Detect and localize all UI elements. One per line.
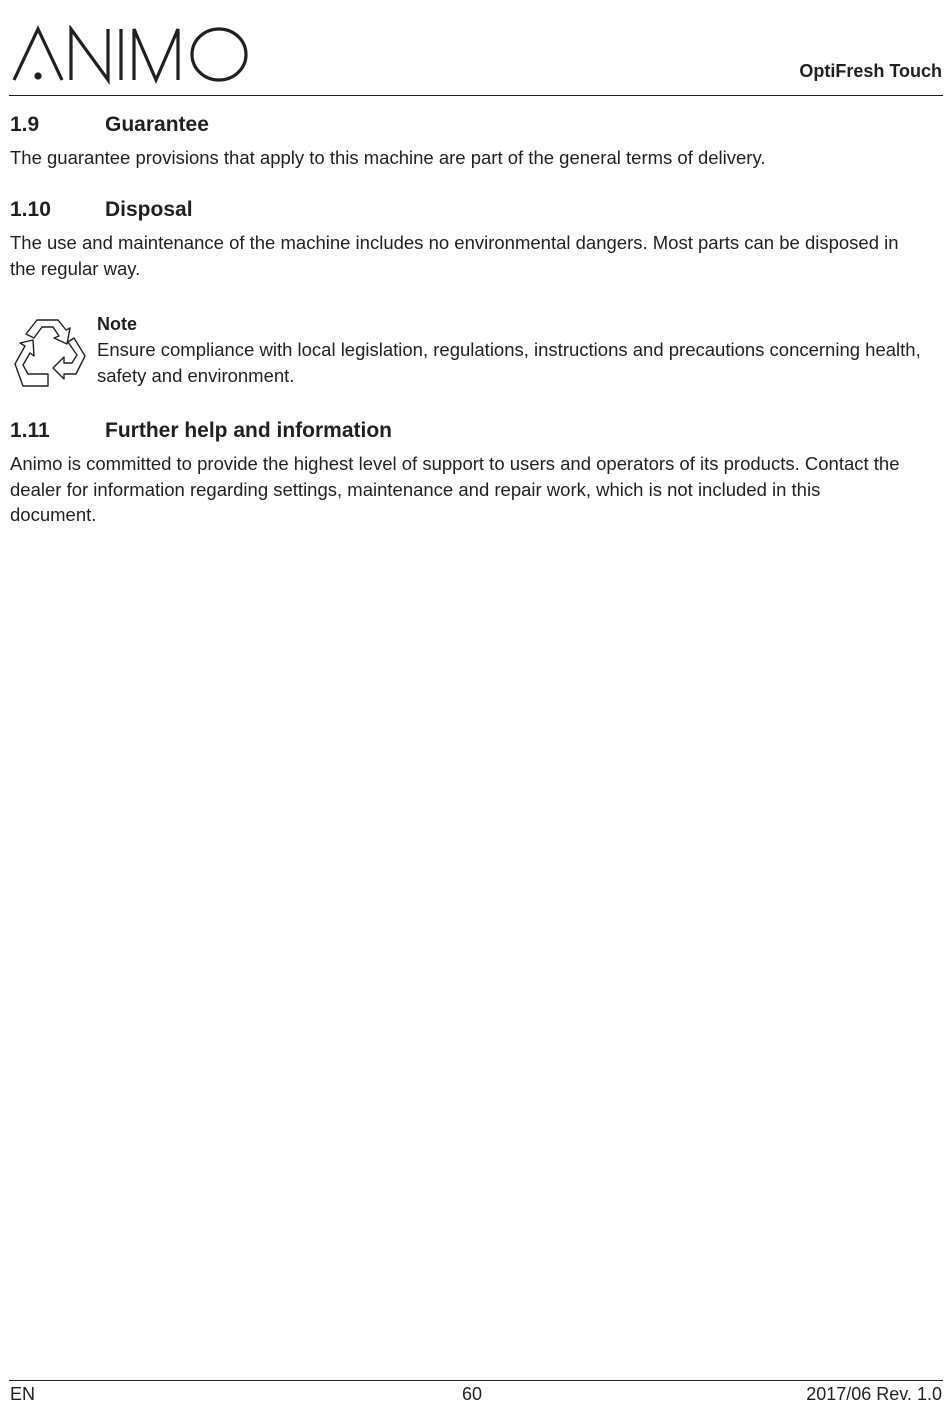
- footer-revision: 2017/06 Rev. 1.0: [806, 1384, 942, 1404]
- section-number: 1.9: [10, 113, 40, 136]
- recycle-icon: [12, 316, 88, 392]
- section-text-help: Animo is committed to provide the highest level of support to users and operators of its products. Contact the dealer for information regarding settings, maintenance and repair work, which is not included in this document.: [10, 453, 900, 525]
- section-number: 1.11: [10, 419, 50, 442]
- section-title: Further help and information: [105, 419, 392, 442]
- note-label: Note: [97, 314, 137, 334]
- section-text-disposal: The use and maintenance of the machine includes no environmental dangers. Most parts can be disposed in the regular way.: [10, 232, 899, 279]
- header-rule: [9, 95, 943, 96]
- section-text-guarantee: The guarantee provisions that apply to this machine are part of the general terms of delivery.: [10, 147, 766, 168]
- animo-logo: [11, 25, 251, 85]
- note-text: Ensure compliance with local legislation, regulations, instructions and precautions concerning health, safety and environment.: [97, 339, 921, 386]
- section-title: Disposal: [105, 198, 193, 221]
- product-name: OptiFresh Touch: [799, 61, 942, 81]
- footer-rule: [9, 1380, 943, 1381]
- section-title: Guarantee: [105, 113, 209, 136]
- footer-page-number: 60: [462, 1384, 483, 1404]
- footer-language: EN: [10, 1384, 36, 1404]
- section-number: 1.10: [10, 198, 51, 221]
